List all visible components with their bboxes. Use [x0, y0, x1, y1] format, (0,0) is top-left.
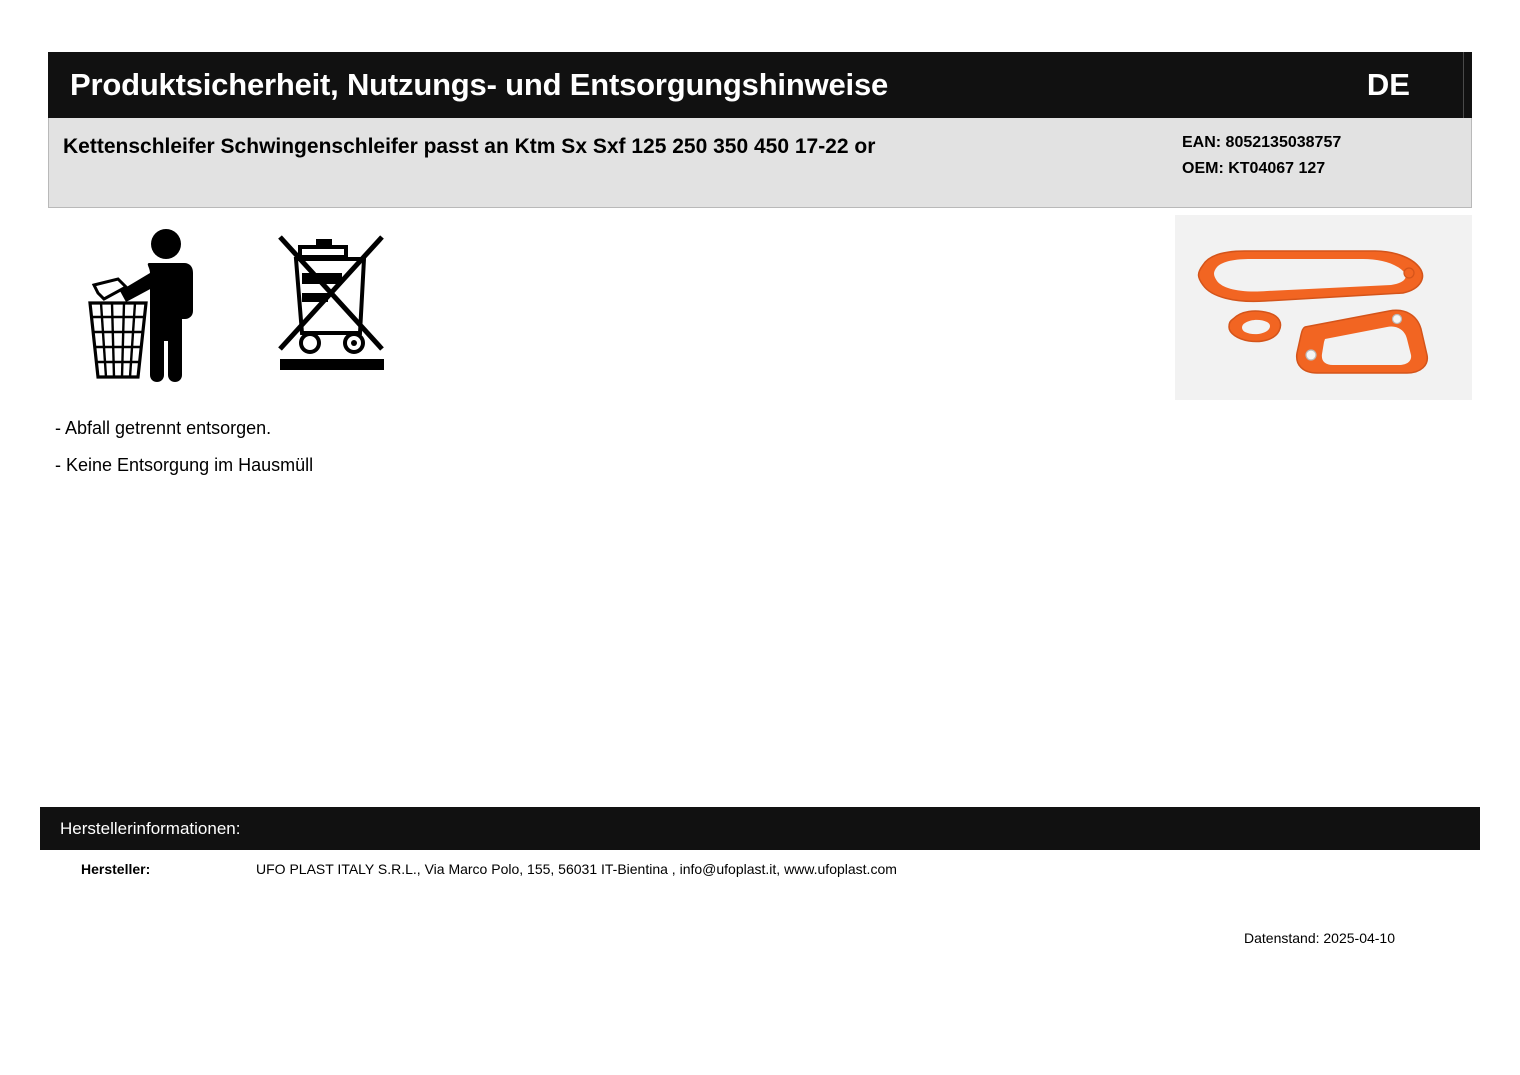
product-name: Kettenschleifer Schwingenschleifer passt an Ktm Sx Sxf 125 250 350 450 17-22 or	[63, 135, 876, 158]
document-header	[48, 52, 1472, 118]
oem-code: OEM: KT04067 127	[1182, 160, 1326, 177]
litter-bin-icon	[80, 225, 215, 385]
manufacturer-section-title: Herstellerinformationen:	[60, 818, 241, 838]
header-divider	[1463, 52, 1464, 118]
product-codes	[1182, 130, 1341, 182]
datestamp: Datenstand: 2025-04-10	[1244, 930, 1395, 946]
disposal-notes-list	[55, 410, 955, 484]
weee-crossed-out-bin-icon	[272, 225, 392, 373]
product-image	[1175, 215, 1472, 400]
page-title: Produktsicherheit, Nutzungs- und Entsorgungshinweise	[70, 67, 889, 102]
product-info-band	[48, 118, 1472, 208]
language-badge: DE	[1366, 67, 1410, 102]
manufacturer-value: UFO PLAST ITALY S.R.L., Via Marco Polo, 155, 56031 IT-Bientina , info@ufoplast.it, www.ufoplast.com	[256, 861, 897, 877]
manufacturer-row	[40, 858, 1480, 888]
list-item: - Keine Entsorgung im Hausmüll	[55, 455, 314, 475]
product-photo-graphic	[1175, 215, 1472, 400]
ean-code: EAN: 8052135038757	[1182, 134, 1342, 151]
manufacturer-section-header	[40, 807, 1480, 850]
list-item: - Abfall getrennt entsorgen.	[55, 418, 272, 438]
manufacturer-label: Hersteller:	[81, 861, 151, 877]
